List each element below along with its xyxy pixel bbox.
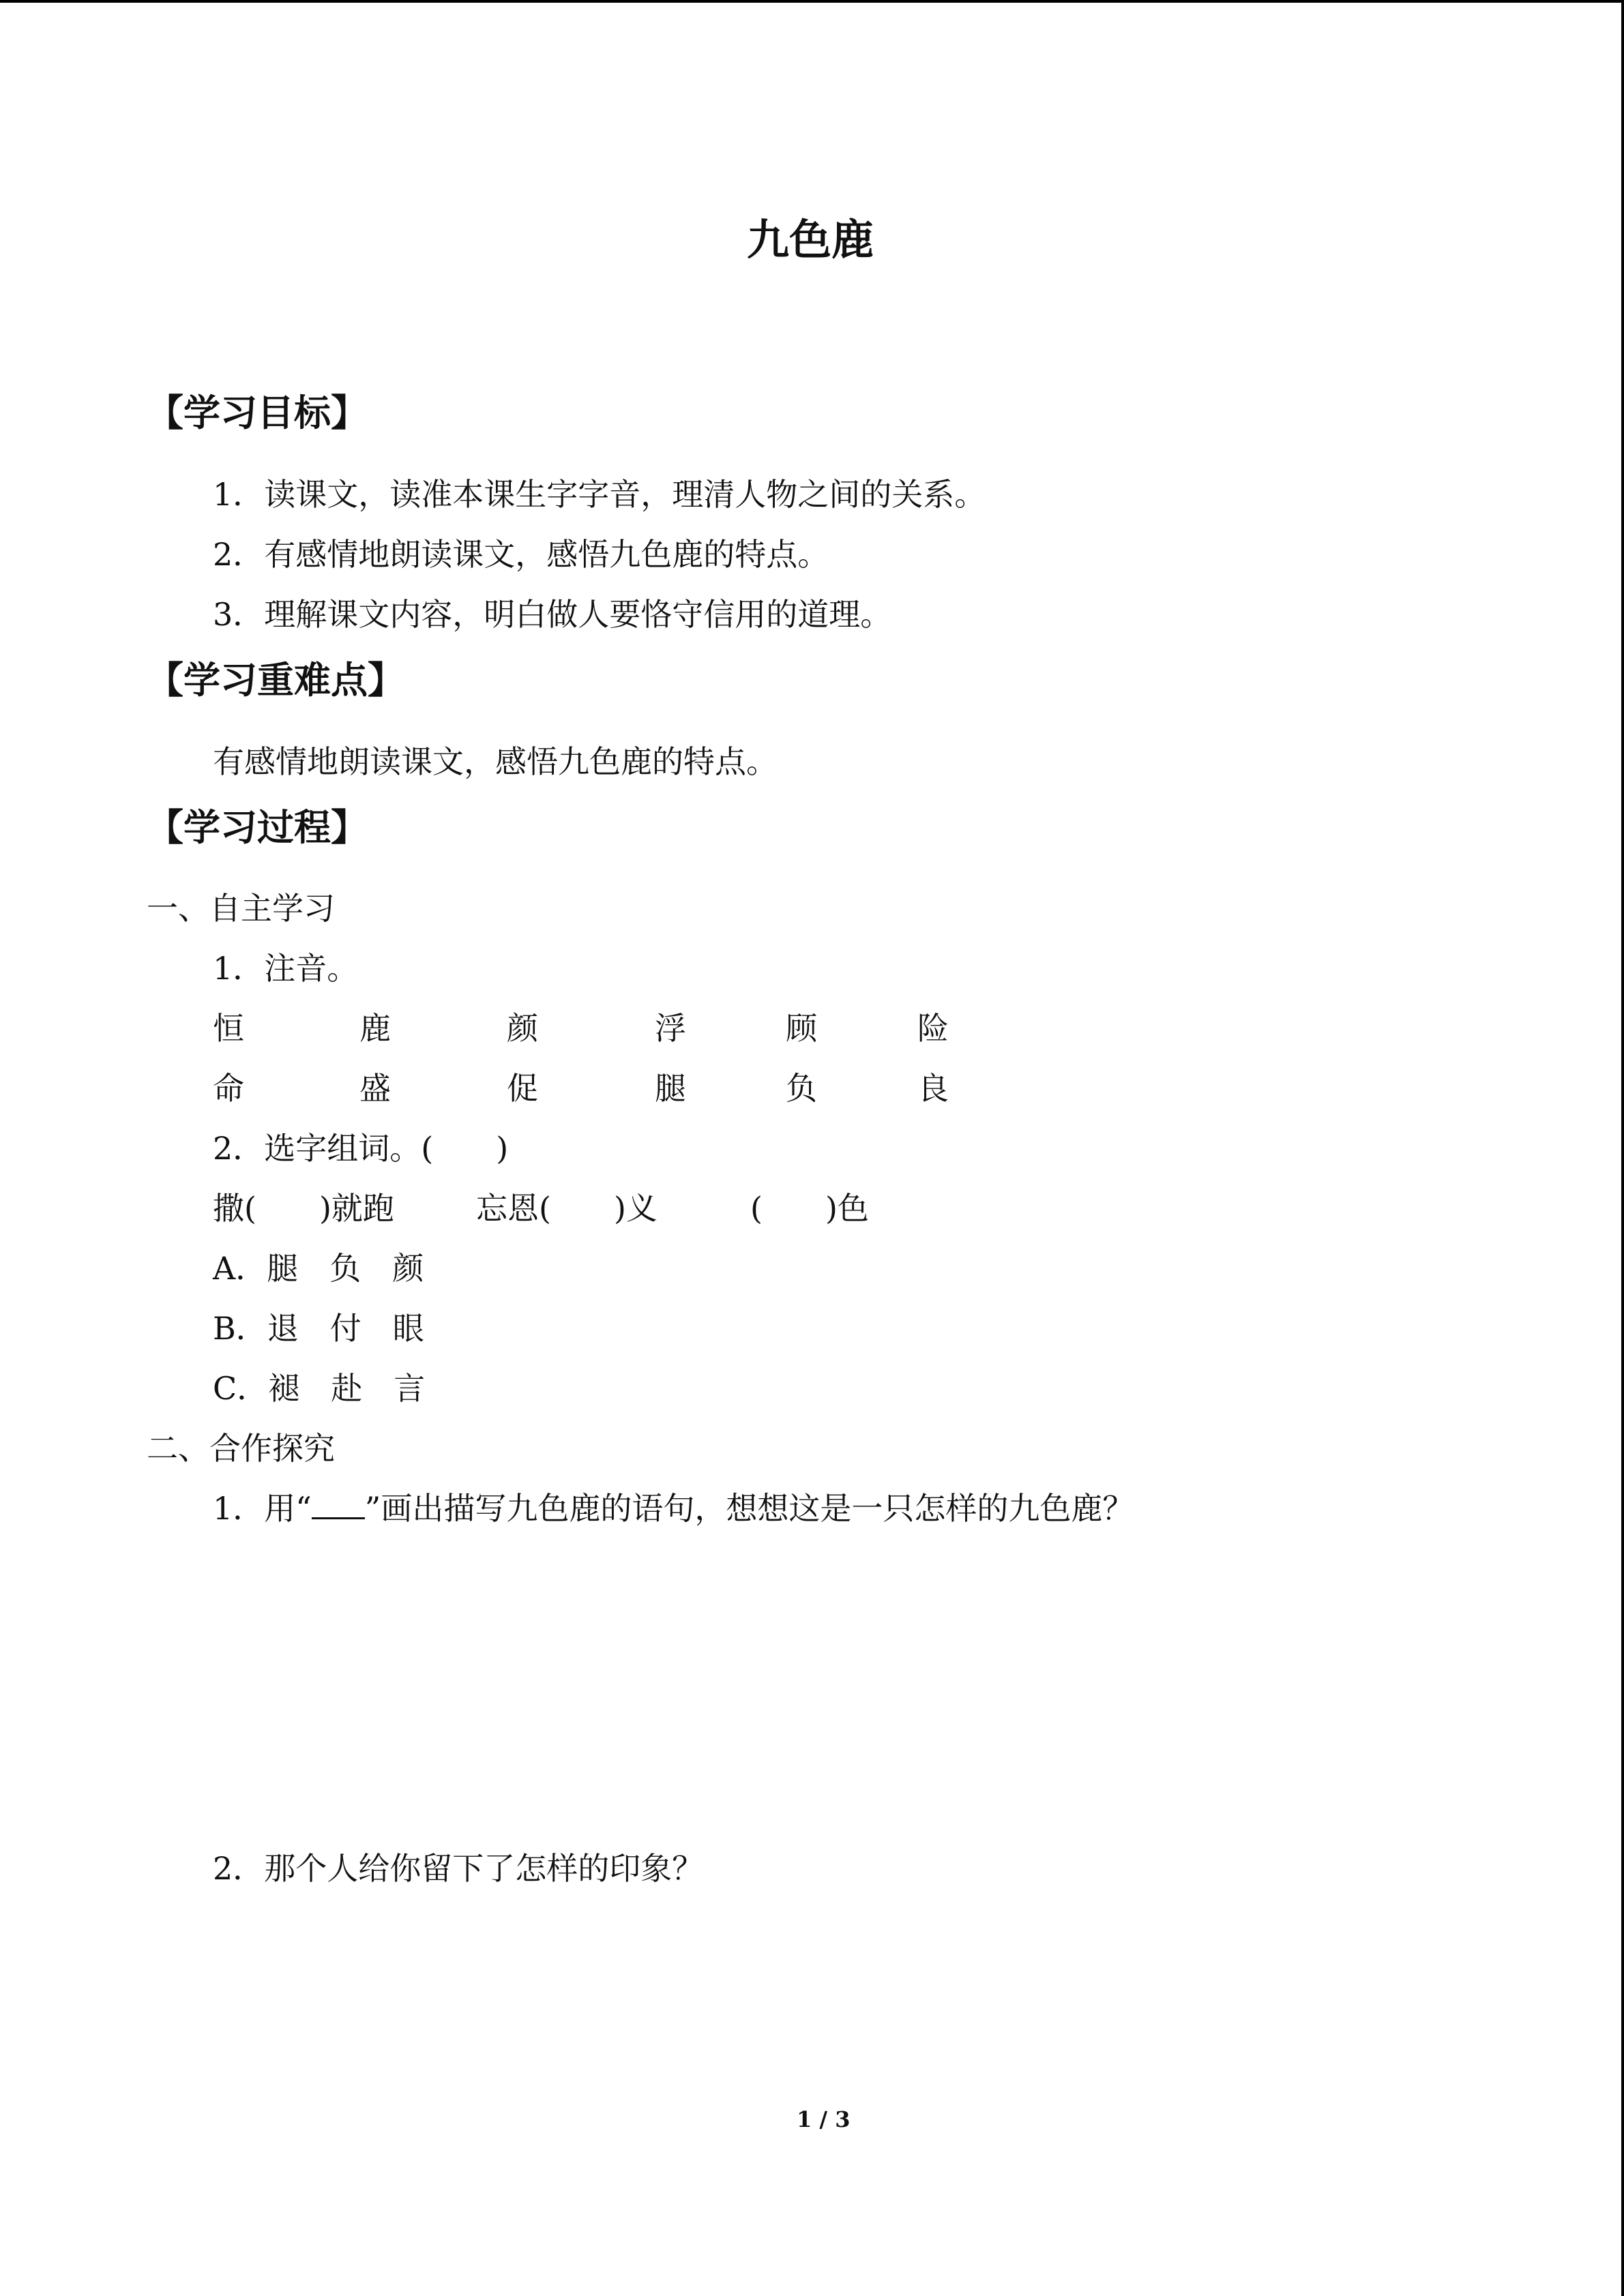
part2-heading: 二、合作探究 <box>147 1430 335 1467</box>
goal-item: 2．有感情地朗读课文，感悟九色鹿的特点。 <box>213 536 829 573</box>
top-border-line <box>0 0 1624 3</box>
char-item: 盛 <box>359 1070 391 1107</box>
right-border-line <box>1621 0 1624 2296</box>
page-title: 九色鹿 <box>747 215 874 265</box>
goal-item: 3．理解课文内容，明白做人要恪守信用的道理。 <box>213 596 892 633</box>
phrase-blank: 撒( )就跑 <box>213 1190 394 1227</box>
question-impression: 2．那个人给你留下了怎样的印象？ <box>213 1850 704 1887</box>
option-c: C．褪 赴 言 <box>213 1370 426 1407</box>
page-number: 1 / 3 <box>797 2106 851 2132</box>
section-heading-process: 【学习过程】 <box>147 805 368 849</box>
option-b: B．退 付 眼 <box>213 1310 424 1347</box>
char-item: 促 <box>507 1070 538 1107</box>
key-point-text: 有感情地朗读课文，感悟九色鹿的特点。 <box>213 743 778 780</box>
char-item: 良 <box>917 1070 949 1107</box>
question-text-end: ”画出描写九色鹿的语句，想想这是一只怎样的九色鹿？ <box>364 1490 1134 1527</box>
question-word-choice: 2．选字组词。( ) <box>213 1130 509 1167</box>
char-item: 恒 <box>213 1010 244 1047</box>
char-item: 负 <box>786 1070 817 1107</box>
char-item: 险 <box>917 1010 949 1047</box>
question-underline-sentences <box>213 1488 1134 1529</box>
question-pinyin: 1．注音。 <box>213 950 359 987</box>
char-item: 腿 <box>655 1070 686 1107</box>
section-heading-key-points: 【学习重难点】 <box>147 658 404 702</box>
char-item: 命 <box>213 1070 244 1107</box>
part1-heading: 一、自主学习 <box>147 890 335 927</box>
char-item: 颜 <box>507 1010 538 1047</box>
goal-item: 1．读课文，读准本课生字字音，理清人物之间的关系。 <box>213 476 986 513</box>
phrase-blank: 忘恩( )义 <box>476 1190 658 1227</box>
char-item: 顾 <box>786 1010 817 1047</box>
char-item: 浮 <box>655 1010 686 1047</box>
option-a: A．腿 负 颜 <box>213 1250 424 1287</box>
section-heading-goals: 【学习目标】 <box>147 391 368 434</box>
underline-symbol <box>312 1490 365 1519</box>
char-item: 鹿 <box>359 1010 391 1047</box>
phrase-blank: ( )色 <box>750 1190 869 1227</box>
question-text-start: 1．用“ <box>213 1490 312 1527</box>
